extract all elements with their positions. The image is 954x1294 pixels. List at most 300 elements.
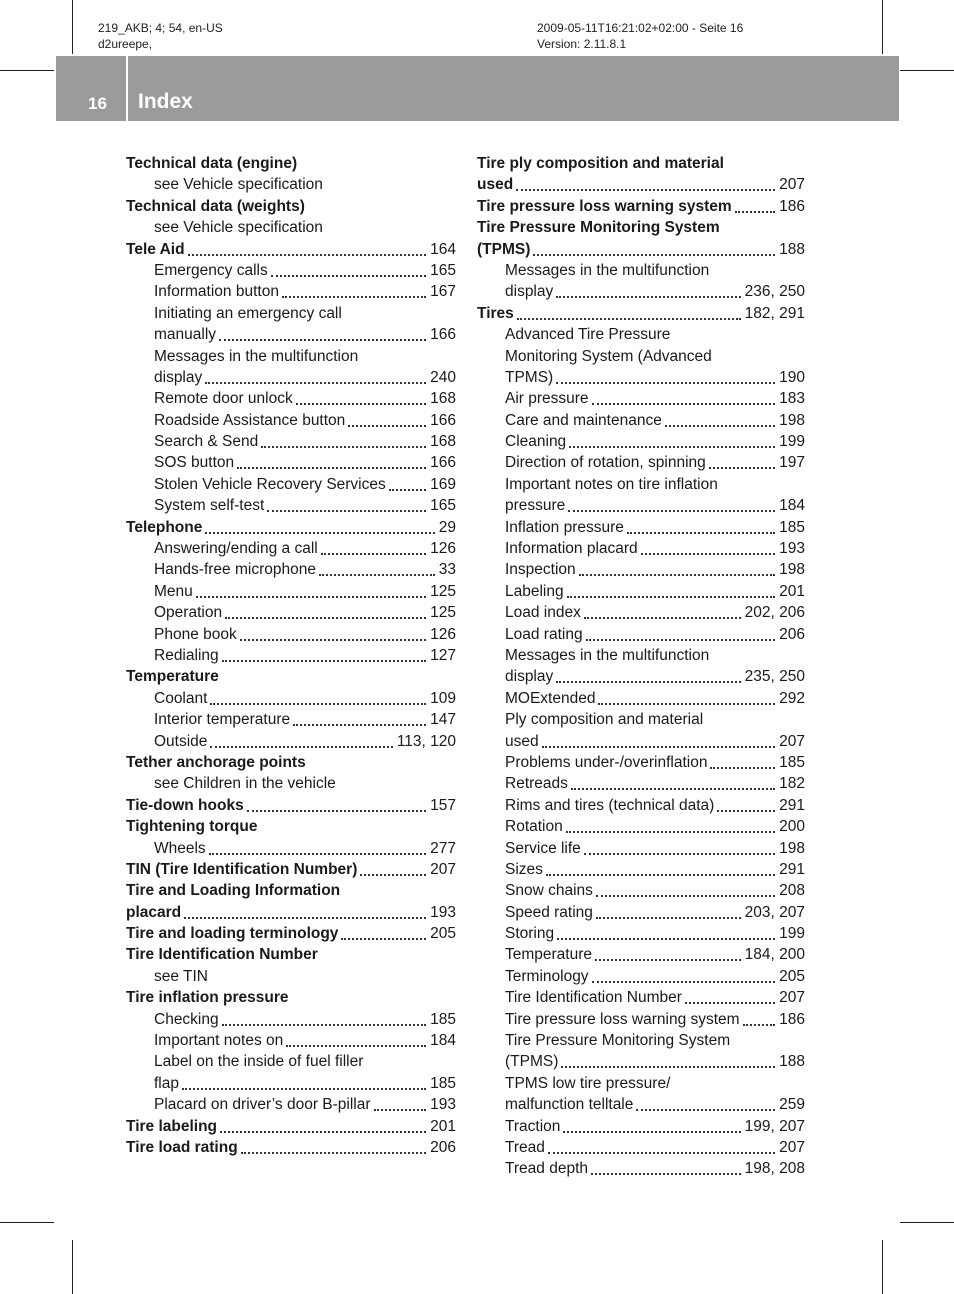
page-reference: 240: [430, 368, 456, 386]
leader-dots: [586, 624, 776, 641]
leader-dots: [579, 559, 775, 576]
leader-dots: [542, 731, 776, 748]
page-reference: 113, 120: [396, 732, 456, 750]
leader-dots: [237, 452, 426, 469]
page-reference: 206: [430, 1138, 456, 1156]
index-subentry: [477, 709, 805, 730]
index-subentry: [477, 431, 805, 452]
index-subentry: [477, 602, 805, 623]
index-subentry: [126, 431, 456, 452]
leader-dots: [546, 859, 775, 876]
index-subentry: [477, 410, 805, 431]
leader-dots: [321, 538, 426, 555]
page-reference: 208: [779, 882, 805, 900]
index-entry: [126, 239, 456, 260]
leader-dots: [636, 1094, 775, 1111]
leader-dots: [348, 410, 426, 427]
entry-label: see Vehicle specification: [154, 176, 323, 194]
entry-label: Snow chains: [505, 882, 593, 900]
page-reference: 201: [779, 582, 805, 600]
leader-dots: [225, 602, 426, 619]
leader-dots: [592, 966, 776, 983]
page-reference: 190: [779, 368, 805, 386]
leader-dots: [563, 1116, 740, 1133]
entry-label: Service life: [505, 839, 581, 857]
page-reference: 188: [779, 1053, 805, 1071]
leader-dots: [516, 174, 775, 191]
entry-label: Search & Send: [154, 433, 259, 451]
index-column-right: [477, 153, 805, 1180]
index-subentry: [477, 987, 805, 1008]
page-reference: 126: [430, 540, 456, 558]
print-meta-left: [98, 20, 223, 52]
page-reference: 168: [430, 433, 456, 451]
entry-label: Important notes on tire inflation: [505, 475, 718, 493]
page-reference: 167: [430, 283, 456, 301]
entry-label: see TIN: [154, 967, 208, 985]
index-entry: [126, 752, 456, 773]
index-entry: [126, 666, 456, 687]
entry-label: Placard on driver’s door B-pillar: [154, 1096, 371, 1114]
leader-dots: [247, 795, 426, 812]
page-reference: 29: [438, 518, 456, 536]
index-subentry: [477, 452, 805, 473]
index-subentry: [126, 474, 456, 495]
page-reference: 207: [779, 732, 805, 750]
entry-label: placard: [126, 903, 182, 921]
entry-label: Redialing: [154, 646, 219, 664]
leader-dots: [220, 1116, 426, 1133]
page-reference: 202, 206: [744, 604, 805, 622]
entry-label: Telephone: [126, 518, 203, 536]
entry-label: Technical data (engine): [126, 155, 298, 172]
page-reference: 207: [779, 989, 805, 1007]
index-entry: [126, 196, 456, 217]
index-entry: [477, 217, 805, 238]
index-subentry: [477, 1030, 805, 1051]
entry-label: Temperature: [505, 946, 593, 964]
entry-label: Tele Aid: [126, 240, 185, 258]
leader-dots: [584, 838, 775, 855]
leader-dots: [517, 303, 741, 320]
page-reference: 184: [779, 497, 805, 515]
entry-label: Tire pressure loss warning system: [477, 197, 732, 215]
index-subentry: [126, 838, 456, 859]
index-subentry: [477, 388, 805, 409]
index-subentry: [477, 538, 805, 559]
page-reference: 198: [779, 411, 805, 429]
page-reference: 182, 291: [744, 304, 805, 322]
entry-label: Traction: [505, 1117, 561, 1135]
entry-label: Tire and loading terminology: [126, 925, 339, 943]
index-subentry: [477, 1158, 805, 1179]
index-subentry: [126, 1009, 456, 1030]
page-number: 16: [88, 94, 107, 113]
leader-dots: [591, 1158, 741, 1175]
leader-dots: [222, 1009, 427, 1026]
entry-label: used: [505, 732, 539, 750]
page-reference: 183: [779, 390, 805, 408]
entry-label: TIN (Tire Identification Number): [126, 860, 358, 878]
leader-dots: [219, 324, 426, 341]
page-reference: 199: [779, 433, 805, 451]
index-entry: [126, 1116, 456, 1137]
entry-label: Phone book: [154, 625, 237, 643]
entry-label: pressure: [505, 497, 566, 515]
page-reference: 127: [430, 646, 456, 664]
index-subentry: [477, 1051, 805, 1072]
crop-mark: [900, 1222, 954, 1223]
index-subentry: [477, 624, 805, 645]
index-entry: [126, 816, 456, 837]
page-reference: 168: [430, 390, 456, 408]
entry-label: Load index: [505, 604, 581, 622]
entry-label: Tire pressure loss warning system: [505, 1010, 740, 1028]
leader-dots: [641, 538, 775, 555]
entry-label: Answering/ending a call: [154, 540, 318, 558]
index-entry: [126, 902, 456, 923]
entry-label: Tire Identification Number: [505, 989, 682, 1007]
page-reference: 109: [430, 689, 456, 707]
index-subentry: [477, 795, 805, 816]
index-subentry: [126, 260, 456, 281]
entry-label: Tire ply composition and material: [477, 155, 724, 172]
index-subentry: [126, 538, 456, 559]
entry-label: see Children in the vehicle: [154, 775, 336, 793]
entry-label: Rotation: [505, 818, 563, 836]
page-reference: 188: [779, 240, 805, 258]
index-subentry: [126, 731, 456, 752]
entry-label: Load rating: [505, 625, 583, 643]
page-reference: 125: [430, 582, 456, 600]
entry-label: Tires: [477, 304, 514, 322]
meta-line: Version: 2.11.8.1: [537, 37, 627, 51]
leader-dots: [592, 388, 776, 405]
page-reference: 197: [779, 454, 805, 472]
index-entry: [477, 153, 805, 174]
entry-label: Tread: [505, 1138, 545, 1156]
entry-label: TPMS low tire pressure/: [505, 1074, 671, 1092]
index-entry: [126, 944, 456, 965]
leader-dots: [210, 688, 426, 705]
leader-dots: [743, 1009, 776, 1026]
leader-dots: [184, 902, 426, 919]
entry-label: manually: [154, 326, 217, 344]
page-reference: 147: [430, 711, 456, 729]
leader-dots: [561, 1051, 775, 1068]
page-reference: 186: [779, 1010, 805, 1028]
leader-dots: [717, 795, 775, 812]
leader-dots: [595, 944, 741, 961]
index-subentry: [126, 624, 456, 645]
leader-dots: [735, 196, 775, 213]
page-reference: 193: [430, 1096, 456, 1114]
entry-label: Tie-down hooks: [126, 796, 244, 814]
index-subentry: [126, 1030, 456, 1051]
leader-dots: [389, 474, 426, 491]
entry-label: Operation: [154, 604, 223, 622]
page-reference: 185: [779, 753, 805, 771]
index-entry: [477, 174, 805, 195]
index-subentry: [477, 346, 805, 367]
page-reference: 166: [430, 454, 456, 472]
entry-label: see Vehicle specification: [154, 219, 323, 237]
index-subentry: [477, 281, 805, 302]
entry-label: Tire Pressure Monitoring System: [505, 1032, 731, 1050]
leader-dots: [188, 239, 427, 256]
leader-dots: [584, 602, 741, 619]
page-reference: 33: [438, 561, 456, 579]
leader-dots: [710, 752, 775, 769]
index-subentry: [126, 645, 456, 666]
header-divider: [126, 56, 128, 121]
page-reference: 259: [779, 1096, 805, 1114]
leader-dots: [665, 410, 775, 427]
index-subentry: [477, 1094, 805, 1115]
entry-label: Wheels: [154, 839, 206, 857]
leader-dots: [709, 452, 775, 469]
crop-mark: [882, 0, 883, 54]
entry-label: Tire load rating: [126, 1138, 238, 1156]
page-reference: 292: [779, 689, 805, 707]
page-reference: 235, 250: [744, 668, 805, 686]
index-subentry: [477, 324, 805, 345]
crop-mark: [882, 1240, 883, 1294]
entry-label: Stolen Vehicle Recovery Services: [154, 475, 386, 493]
leader-dots: [360, 859, 426, 876]
index-subentry: [477, 474, 805, 495]
index-subentry: [477, 902, 805, 923]
leader-dots: [374, 1094, 427, 1111]
meta-line: 2009-05-11T16:21:02+02:00 - Seite 16: [537, 21, 744, 35]
page-reference: 198: [779, 561, 805, 579]
index-subentry: [477, 752, 805, 773]
leader-dots: [182, 1073, 426, 1090]
leader-dots: [261, 431, 426, 448]
page-reference: 199, 207: [744, 1117, 805, 1135]
entry-label: Sizes: [505, 860, 543, 878]
entry-label: Label on the inside of fuel filler: [154, 1053, 364, 1071]
page-reference: 186: [779, 197, 805, 215]
index-subentry: [126, 217, 456, 238]
index-subentry: [126, 346, 456, 367]
page-title: Index: [138, 90, 193, 113]
leader-dots: [627, 517, 775, 534]
crop-mark: [72, 0, 73, 54]
page-reference: 126: [430, 625, 456, 643]
page-reference: 205: [430, 925, 456, 943]
index-subentry: [126, 1073, 456, 1094]
leader-dots: [205, 517, 434, 534]
page-reference: 207: [779, 176, 805, 194]
index-entry: [126, 987, 456, 1008]
index-subentry: [477, 838, 805, 859]
crop-mark: [0, 1222, 54, 1223]
leader-dots: [556, 281, 740, 298]
meta-line: 219_AKB; 4; 54, en-US: [98, 21, 223, 35]
index-subentry: [477, 367, 805, 388]
page-reference: 203, 207: [744, 903, 805, 921]
page-reference: 125: [430, 604, 456, 622]
entry-label: Menu: [154, 582, 193, 600]
page-reference: 165: [430, 497, 456, 515]
entry-label: Information placard: [505, 540, 638, 558]
entry-label: Speed rating: [505, 903, 593, 921]
index-subentry: [477, 859, 805, 880]
entry-label: Cleaning: [505, 433, 567, 451]
index-subentry: [126, 367, 456, 388]
entry-label: Outside: [154, 732, 208, 750]
page-reference: 182: [779, 775, 805, 793]
entry-label: System self-test: [154, 497, 265, 515]
entry-label: Tire Pressure Monitoring System: [477, 219, 720, 237]
entry-label: used: [477, 176, 514, 194]
entry-label: Inflation pressure: [505, 518, 624, 536]
leader-dots: [568, 495, 775, 512]
crop-mark: [72, 1240, 73, 1294]
entry-label: Air pressure: [505, 390, 589, 408]
page-reference: 193: [779, 540, 805, 558]
index-subentry: [126, 581, 456, 602]
entry-label: Initiating an emergency call: [154, 304, 342, 322]
page-reference: 277: [430, 839, 456, 857]
print-meta-right: [537, 20, 743, 52]
index-subentry: [477, 495, 805, 516]
index-subentry: [477, 666, 805, 687]
entry-label: display: [154, 368, 203, 386]
crop-mark: [0, 70, 54, 71]
page-reference: 157: [430, 796, 456, 814]
index-subentry: [126, 773, 456, 794]
index-subentry: [477, 581, 805, 602]
index-subentry: [477, 1137, 805, 1158]
leader-dots: [685, 987, 775, 1004]
index-subentry: [477, 731, 805, 752]
page-reference: 198, 208: [744, 1160, 805, 1178]
index-subentry: [477, 517, 805, 538]
leader-dots: [571, 773, 775, 790]
page-reference: 236, 250: [744, 283, 805, 301]
entry-label: Messages in the multifunction: [505, 646, 710, 664]
page-reference: 185: [430, 1074, 456, 1092]
page-reference: 199: [779, 925, 805, 943]
page-reference: 291: [779, 796, 805, 814]
page-reference: 291: [779, 860, 805, 878]
leader-dots: [548, 1137, 775, 1154]
entry-label: display: [505, 283, 554, 301]
index-entry: [477, 196, 805, 217]
page-reference: 201: [430, 1117, 456, 1135]
page-reference: 164: [430, 240, 456, 258]
leader-dots: [296, 388, 426, 405]
entry-label: (TPMS): [477, 240, 531, 258]
entry-label: Information button: [154, 283, 279, 301]
entry-label: Interior temperature: [154, 711, 291, 729]
leader-dots: [569, 431, 775, 448]
entry-label: Tire Identification Number: [126, 946, 318, 964]
entry-label: Temperature: [126, 668, 219, 686]
leader-dots: [293, 709, 426, 726]
leader-dots: [222, 645, 426, 662]
entry-label: Roadside Assistance button: [154, 411, 346, 429]
meta-line: d2ureepe,: [98, 37, 153, 51]
entry-label: display: [505, 668, 554, 686]
index-subentry: [126, 281, 456, 302]
leader-dots: [566, 816, 775, 833]
entry-label: Tire labeling: [126, 1117, 218, 1135]
entry-label: Technical data (weights): [126, 197, 305, 215]
index-subentry: [126, 388, 456, 409]
leader-dots: [596, 902, 741, 919]
index-subentry: [126, 1094, 456, 1115]
entry-label: Hands-free microphone: [154, 561, 316, 579]
entry-label: Coolant: [154, 689, 208, 707]
page-reference: 193: [430, 903, 456, 921]
entry-label: SOS button: [154, 454, 235, 472]
page-reference: 185: [430, 1010, 456, 1028]
entry-label: Direction of rotation, spinning: [505, 454, 706, 472]
entry-label: flap: [154, 1074, 179, 1092]
index-entry: [477, 303, 805, 324]
entry-label: Labeling: [505, 582, 564, 600]
leader-dots: [556, 666, 740, 683]
index-entry: [126, 795, 456, 816]
entry-label: Tether anchorage points: [126, 753, 306, 771]
page-reference: 169: [430, 475, 456, 493]
page-reference: 207: [430, 860, 456, 878]
leader-dots: [341, 923, 426, 940]
leader-dots: [282, 281, 426, 298]
index-subentry: [477, 688, 805, 709]
leader-dots: [267, 495, 426, 512]
leader-dots: [286, 1030, 426, 1047]
entry-label: malfunction telltale: [505, 1096, 634, 1114]
index-entry: [126, 880, 456, 901]
index-subentry: [126, 602, 456, 623]
index-subentry: [126, 688, 456, 709]
index-subentry: [126, 495, 456, 516]
page-reference: 166: [430, 326, 456, 344]
leader-dots: [533, 239, 775, 256]
index-subentry: [126, 1051, 456, 1072]
index-subentry: [126, 303, 456, 324]
index-entry: [126, 1137, 456, 1158]
index-subentry: [477, 559, 805, 580]
leader-dots: [240, 624, 426, 641]
leader-dots: [271, 260, 426, 277]
index-subentry: [477, 1116, 805, 1137]
leader-dots: [596, 880, 775, 897]
index-subentry: [477, 944, 805, 965]
entry-label: MOExtended: [505, 689, 596, 707]
leader-dots: [210, 731, 392, 748]
page-reference: 207: [779, 1138, 805, 1156]
index-subentry: [126, 559, 456, 580]
entry-label: Tightening torque: [126, 818, 258, 836]
page-reference: 166: [430, 411, 456, 429]
entry-label: Inspection: [505, 561, 576, 579]
index-subentry: [477, 1073, 805, 1094]
index-entry: [126, 923, 456, 944]
entry-label: Checking: [154, 1010, 219, 1028]
crop-mark: [900, 70, 954, 71]
leader-dots: [567, 581, 776, 598]
index-subentry: [126, 966, 456, 987]
entry-label: Problems under-/overinflation: [505, 753, 708, 771]
index-subentry: [477, 260, 805, 281]
leader-dots: [556, 367, 775, 384]
page-reference: 205: [779, 967, 805, 985]
